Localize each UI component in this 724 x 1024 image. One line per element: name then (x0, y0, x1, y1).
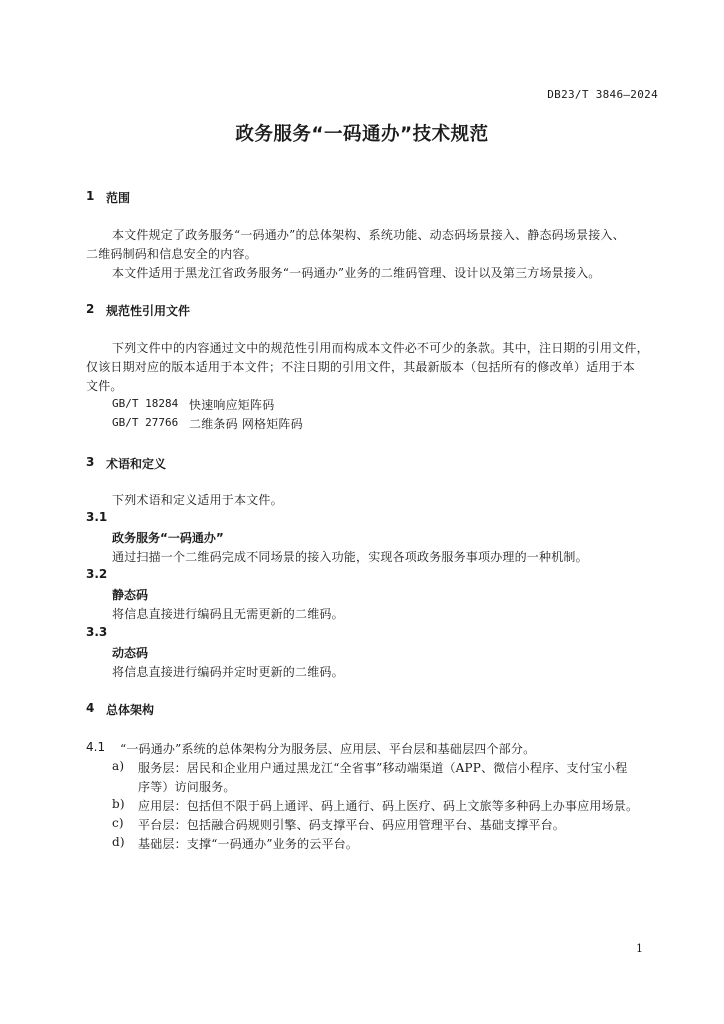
section-1-para-1-line-1: 本文件规定了政务服务“一码通办”的总体架构、系统功能、动态码场景接入、静态码场景接入、 (112, 228, 625, 242)
section-2-para-line-1: 下列文件中的内容通过文中的规范性引用而构成本文件必不可少的条款。其中，注日期的引用文件， (112, 341, 649, 355)
section-1-title: 范围 (106, 191, 131, 205)
section-2-para-line-3: 文件。 (86, 379, 123, 393)
section-4-number: 4 (86, 701, 95, 715)
term-number: 3.1 (86, 510, 108, 524)
section-4-title: 总体架构 (106, 703, 155, 717)
list-item-letter: d) (112, 835, 125, 849)
section-3-number: 3 (86, 455, 95, 469)
term-title: 动态码 (112, 646, 149, 660)
list-item-letter: c) (112, 816, 124, 830)
term-number: 3.3 (86, 625, 108, 639)
reference-name: 快速响应矩阵码 (189, 398, 275, 412)
term-definition: 将信息直接进行编码并定时更新的二维码。 (112, 665, 344, 679)
reference-name: 二维条码 网格矩阵码 (189, 417, 303, 431)
section-3-title: 术语和定义 (106, 457, 167, 471)
term-title: 政务服务“一码通办” (112, 531, 224, 545)
term-title: 静态码 (112, 588, 149, 602)
section-3-intro: 下列术语和定义适用于本文件。 (112, 493, 283, 507)
list-item-letter: b) (112, 797, 125, 811)
list-item-letter: a) (112, 759, 125, 773)
term-number: 3.2 (86, 567, 108, 581)
section-1-para-2: 本文件适用于黑龙江省政务服务“一码通办”业务的二维码管理、设计以及第三方场景接入。 (112, 266, 601, 280)
clause-text: “一码通办”系统的总体架构分为服务层、应用层、平台层和基础层四个部分。 (120, 742, 536, 756)
section-1-para-1-line-2: 二维码制码和信息安全的内容。 (86, 247, 257, 261)
list-item-text: 基础层：支撑“一码通办”业务的云平台。 (138, 837, 359, 851)
list-item-text: 应用层：包括但不限于码上通评、码上通行、码上医疗、码上文旅等多种码上办事应用场景。 (138, 799, 639, 813)
standard-number: DB23/T 3846—2024 (547, 88, 658, 101)
term-definition: 通过扫描一个二维码完成不同场景的接入功能，实现各项政务服务事项办理的一种机制。 (112, 550, 588, 564)
section-2-para-line-2: 仅该日期对应的版本适用于本文件；不注日期的引用文件，其最新版本（包括所有的修改单）适用于本 (86, 360, 636, 374)
page-number: 1 (636, 942, 643, 955)
reference-code: GB/T 27766 (112, 416, 179, 429)
document-title: 政务服务“一码通办”技术规范 (235, 124, 489, 145)
list-item-text: 平台层：包括融合码规则引擎、码支撑平台、码应用管理平台、基础支撑平台。 (138, 818, 566, 832)
reference-code: GB/T 18284 (112, 397, 179, 410)
clause-number: 4.1 (86, 740, 106, 754)
term-definition: 将信息直接进行编码且无需更新的二维码。 (112, 607, 344, 621)
section-1-number: 1 (86, 189, 95, 203)
list-item-text: 服务层：居民和企业用户通过黑龙江“全省事”移动端渠道（APP、微信小程序、支付宝小程 (138, 761, 628, 775)
list-item-text-continued: 序等）访问服务。 (138, 780, 236, 794)
section-2-title: 规范性引用文件 (106, 304, 191, 318)
section-2-number: 2 (86, 302, 95, 316)
